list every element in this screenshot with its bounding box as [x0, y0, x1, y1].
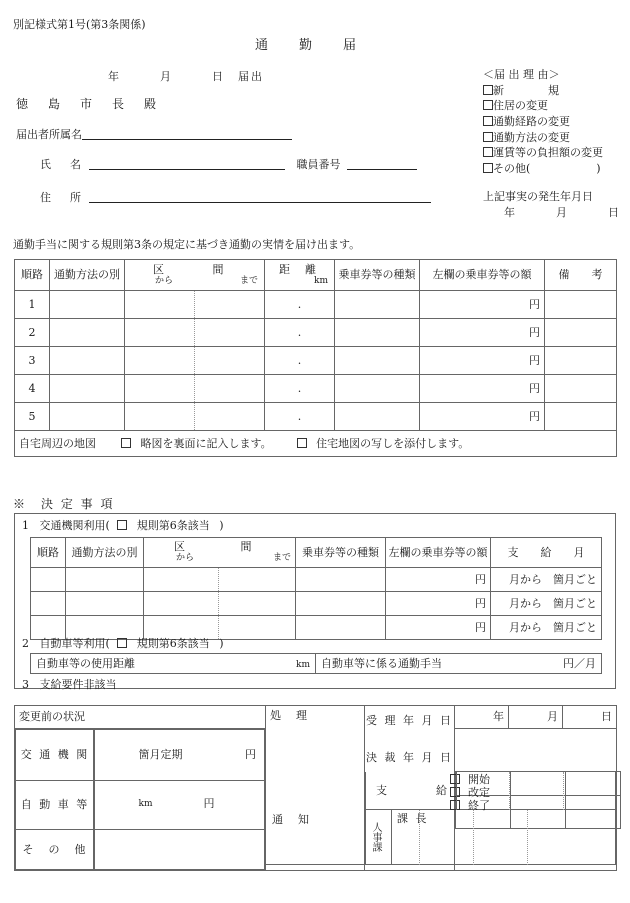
cell-payment[interactable]: 月から 箇月ごと — [491, 568, 602, 592]
section2-close: ) — [219, 637, 224, 650]
cell-amount-unit[interactable]: 円 — [386, 592, 491, 616]
section1-close: ) — [219, 519, 224, 532]
address-label: 住 所 — [40, 191, 85, 204]
cell-distance[interactable]: . — [265, 347, 335, 375]
th-section-from — [144, 538, 219, 568]
section1-no: 1 — [22, 519, 29, 532]
cell-remarks[interactable] — [545, 291, 617, 319]
th-ticket-type: 乗車券等の種類 — [335, 260, 420, 291]
before-status-subtable-wrap — [15, 729, 93, 871]
status-value-car[interactable] — [93, 781, 265, 830]
affiliation-label: 届出者所属名 — [16, 128, 82, 141]
cell-to[interactable] — [195, 319, 265, 347]
receipt-label: 受 理 年 月 日 — [366, 714, 453, 727]
cell-method[interactable] — [66, 616, 144, 640]
cell-amount-unit[interactable]: 円 — [386, 616, 491, 640]
th-to-label: まで — [272, 553, 291, 563]
date-year-header: 年 — [455, 706, 509, 729]
decision-header-row — [31, 538, 602, 568]
payment-option-label: 改定 — [468, 785, 490, 799]
cell-ticket-type[interactable] — [335, 375, 420, 403]
section1-rule: 規則第6条該当 — [136, 519, 210, 532]
th-section-to — [195, 260, 265, 291]
th-distance-unit: km — [314, 276, 328, 286]
th-section2-label: 間 — [240, 540, 252, 553]
map-option-2: 住宅地図の写しを添付します。 — [316, 436, 470, 450]
cell-amount-unit[interactable]: 円 — [420, 403, 545, 431]
cell-to[interactable] — [195, 403, 265, 431]
payment-dotted-2 — [563, 772, 564, 810]
cell-ticket-type[interactable] — [335, 319, 420, 347]
th-section-from — [125, 260, 195, 291]
th-ticket-amount: 左欄の乗車券等の額 — [420, 260, 545, 291]
cell-method[interactable] — [50, 291, 125, 319]
cell-from[interactable] — [125, 403, 195, 431]
decision-section3-title — [22, 678, 117, 691]
cell-from[interactable] — [125, 291, 195, 319]
cell-from[interactable] — [144, 568, 219, 592]
cell-method[interactable] — [50, 403, 125, 431]
cell-order[interactable] — [31, 616, 66, 640]
cell-payment[interactable]: 月から 箇月ごと — [491, 592, 602, 616]
page-title: 通 勤 届 — [255, 38, 366, 53]
payment-divider — [456, 772, 458, 810]
checkbox-icon[interactable] — [450, 800, 460, 810]
cell-from[interactable] — [125, 319, 195, 347]
reason-item-label: 通勤経路の変更 — [493, 115, 570, 129]
cell-order[interactable] — [31, 568, 66, 592]
transit-unit: 円 — [245, 748, 256, 761]
cell-to[interactable] — [219, 616, 296, 640]
decision-row[interactable] — [31, 568, 602, 592]
cell-distance[interactable]: . — [265, 403, 335, 431]
checkbox-icon[interactable] — [483, 100, 493, 110]
personnel-label: 人事課 — [370, 822, 381, 852]
cell-amount-unit[interactable]: 円 — [420, 319, 545, 347]
notice-dotted-3 — [527, 810, 528, 865]
cell-to[interactable] — [195, 347, 265, 375]
name-label: 氏 名 — [40, 158, 85, 171]
cell-remarks[interactable] — [545, 375, 617, 403]
decision-row[interactable] — [31, 616, 602, 640]
decision-section2-title — [22, 637, 224, 650]
section1-label: 交通機関利用( — [39, 519, 110, 532]
th-distance-label: 距 離 — [279, 263, 318, 276]
process-label: 処 理 — [270, 709, 309, 722]
decision-row[interactable] — [31, 592, 602, 616]
name-row — [40, 157, 417, 171]
decision-table — [30, 537, 602, 640]
cell-to[interactable] — [219, 568, 296, 592]
cell-to[interactable] — [195, 375, 265, 403]
cell-amount-unit[interactable]: 円 — [386, 568, 491, 592]
cell-order: 5 — [15, 403, 50, 431]
before-status-subtable — [15, 729, 95, 870]
cell-order: 2 — [15, 319, 50, 347]
cell-amount-unit[interactable]: 円 — [420, 347, 545, 375]
cell-method[interactable] — [50, 319, 125, 347]
checkbox-icon[interactable] — [450, 774, 460, 784]
checkbox-icon[interactable] — [121, 438, 131, 448]
cell-order: 1 — [15, 291, 50, 319]
transit-pass-label: 箇月定期 — [138, 748, 183, 761]
cell-order: 4 — [15, 375, 50, 403]
map-attachment-row — [15, 431, 617, 457]
notice-dotted-1 — [419, 810, 420, 865]
th-payment-month: 支 給 月 — [491, 538, 602, 568]
status-value-other[interactable] — [93, 830, 265, 870]
chief-divider — [391, 810, 392, 865]
table-row[interactable] — [15, 375, 617, 403]
table-header-row — [15, 260, 617, 291]
reason-item-label: 住居の変更 — [493, 99, 548, 113]
status-label-transit: 交 通 機 関 — [16, 730, 95, 781]
before-status-values — [93, 729, 266, 870]
map-option-1: 略図を裏面に記入します。 — [140, 436, 272, 450]
address-row — [40, 190, 431, 204]
th-ticket-type: 乗車券等の種類 — [296, 538, 386, 568]
status-value-other-cell[interactable] — [93, 830, 265, 870]
reason-item-2[interactable] — [483, 115, 603, 128]
checkbox-icon[interactable] — [483, 85, 493, 95]
cell-method[interactable] — [66, 592, 144, 616]
section2-rule: 規則第6条該当 — [136, 637, 210, 650]
cell-method[interactable] — [66, 568, 144, 592]
occurrence-label: 上記事実の発生年月日 — [483, 190, 593, 203]
th-ticket-amount: 左欄の乗車券等の額 — [386, 538, 491, 568]
payment-block — [365, 772, 616, 810]
cell-amount-unit[interactable]: 円 — [420, 291, 545, 319]
reason-item-3[interactable] — [483, 131, 603, 144]
table-row[interactable] — [15, 347, 617, 375]
car-usage-table — [30, 653, 602, 674]
reason-item-label: その他( ) — [493, 162, 601, 176]
checkbox-icon[interactable] — [117, 638, 127, 648]
notice-block — [265, 810, 616, 865]
status-value-transit-cell[interactable] — [93, 730, 265, 781]
cell-method[interactable] — [50, 375, 125, 403]
reason-item-label: 通勤方法の変更 — [493, 130, 570, 144]
cell-method[interactable] — [50, 347, 125, 375]
car-distance-cell[interactable] — [31, 654, 316, 674]
th-order: 順路 — [15, 260, 50, 291]
th-from-label: から — [176, 553, 195, 563]
car-distance-label: 自動車等の使用距離 — [36, 657, 135, 670]
reason-item-5[interactable] — [483, 162, 603, 175]
cell-distance[interactable]: . — [265, 319, 335, 347]
car-allowance-cell[interactable] — [316, 654, 602, 674]
cell-ticket-type[interactable] — [335, 403, 420, 431]
occurrence-date: 年 月 日 — [504, 206, 621, 219]
date-day-header: 日 — [563, 706, 617, 729]
submission-date-line: 年 月 日 届出 — [108, 70, 264, 83]
cell-from[interactable] — [144, 616, 219, 640]
status-row-transit[interactable] — [16, 730, 95, 781]
reason-heading: ＜届 出 理 由＞ — [483, 68, 560, 81]
notice-divider — [365, 810, 366, 865]
name-input[interactable] — [89, 157, 285, 170]
car-usage-row[interactable] — [31, 654, 602, 674]
checkbox-icon[interactable] — [483, 116, 493, 126]
th-distance — [265, 260, 335, 291]
section2-label: 自動車等利用( — [39, 637, 110, 650]
th-to-label: まで — [239, 276, 258, 286]
th-section-label: 区 — [174, 540, 185, 553]
car-distance-unit: km — [296, 660, 310, 670]
affiliation-input[interactable] — [82, 127, 292, 140]
cell-distance[interactable]: . — [265, 375, 335, 403]
cell-from[interactable] — [144, 592, 219, 616]
checkbox-icon[interactable] — [117, 520, 127, 530]
th-from-label: から — [155, 276, 174, 286]
checkbox-icon[interactable] — [483, 147, 493, 157]
section2-no: 2 — [22, 637, 29, 650]
reason-section — [483, 68, 603, 178]
cell-ticket-type[interactable] — [296, 568, 386, 592]
th-method: 通勤方法の別 — [50, 260, 125, 291]
address-input[interactable] — [89, 190, 431, 203]
map-label: 自宅周辺の地図 — [19, 436, 96, 450]
cell-ticket-type[interactable] — [296, 616, 386, 640]
checkbox-icon[interactable] — [297, 438, 307, 448]
checkbox-icon[interactable] — [450, 787, 460, 797]
cell-from[interactable] — [125, 347, 195, 375]
checkbox-icon[interactable] — [483, 163, 493, 173]
chief-label: 課 長 — [397, 812, 429, 825]
car-km-label: km — [138, 799, 153, 809]
decision-section1-title — [22, 519, 224, 532]
before-status-title: 変更前の状況 — [15, 706, 266, 729]
cell-order: 3 — [15, 347, 50, 375]
cell-payment[interactable]: 月から 箇月ごと — [491, 616, 602, 640]
map-attachment-cell — [15, 431, 617, 457]
cell-to[interactable] — [195, 291, 265, 319]
cell-remarks[interactable] — [545, 403, 617, 431]
status-value-transit[interactable] — [93, 730, 265, 781]
th-order: 順路 — [31, 538, 66, 568]
th-section-to — [219, 538, 296, 568]
notice-label: 通 知 — [272, 813, 311, 826]
status-label-other: そ の 他 — [16, 830, 95, 870]
payment-label: 支 給 — [376, 784, 456, 797]
notice-dotted-2 — [473, 810, 474, 865]
status-label-car: 自 動 車 等 — [16, 781, 95, 830]
cell-amount-unit[interactable]: 円 — [420, 375, 545, 403]
table-row[interactable] — [15, 319, 617, 347]
payment-option-label: 終了 — [468, 798, 490, 812]
status-row-other[interactable] — [16, 830, 95, 870]
cell-remarks[interactable] — [545, 319, 617, 347]
checkbox-icon[interactable] — [483, 132, 493, 142]
reason-item-0[interactable] — [483, 84, 603, 97]
statement-text: 通勤手当に関する規則第3条の規定に基づき通勤の実情を届け出ます。 — [13, 238, 361, 251]
cell-ticket-type[interactable] — [296, 592, 386, 616]
cell-distance[interactable]: . — [265, 291, 335, 319]
employee-no-label: 職員番号 — [296, 158, 341, 171]
car-allowance-label: 自動車等に係る通勤手当 — [321, 657, 442, 670]
car-allowance-unit: 円／月 — [563, 657, 596, 670]
cell-ticket-type[interactable] — [335, 347, 420, 375]
cell-ticket-type[interactable] — [335, 291, 420, 319]
th-section-label: 区 — [153, 263, 164, 276]
cell-to[interactable] — [219, 592, 296, 616]
date-month-header: 月 — [509, 706, 563, 729]
table-row[interactable] — [15, 403, 617, 431]
reason-item-1[interactable] — [483, 99, 603, 112]
cell-order[interactable] — [31, 592, 66, 616]
reason-item-label: 運賃等の負担額の変更 — [493, 146, 603, 160]
table-row[interactable] — [15, 291, 617, 319]
cell-from[interactable] — [125, 375, 195, 403]
status-row-car[interactable] — [16, 781, 95, 830]
payment-option-label: 開始 — [468, 773, 490, 786]
car-unit: 円 — [203, 797, 215, 810]
payment-dotted-1 — [509, 772, 510, 810]
th-method: 通勤方法の別 — [66, 538, 144, 568]
reason-item-4[interactable] — [483, 146, 603, 159]
cell-remarks[interactable] — [545, 347, 617, 375]
addressee: 徳 島 市 長 殿 — [16, 97, 161, 111]
approval-label: 決 裁 年 月 日 — [366, 751, 453, 765]
reason-item-label: 新 規 — [493, 83, 559, 97]
form-code: 別記様式第1号(第3条関係) — [13, 18, 146, 31]
before-status-values-wrap — [93, 729, 266, 871]
status-value-car-cell[interactable] — [93, 781, 265, 830]
affiliation-row — [16, 127, 292, 141]
decision-heading: ※ 決 定 事 項 — [13, 497, 115, 511]
employee-no-input[interactable] — [347, 157, 417, 170]
section3-no: 3 — [22, 678, 29, 691]
commute-details-table — [14, 259, 617, 457]
th-section2-label: 間 — [212, 263, 224, 276]
section3-label: 支給要件非該当 — [39, 678, 117, 691]
bottom-row-header — [15, 706, 617, 729]
th-remarks: 備 考 — [545, 260, 617, 291]
